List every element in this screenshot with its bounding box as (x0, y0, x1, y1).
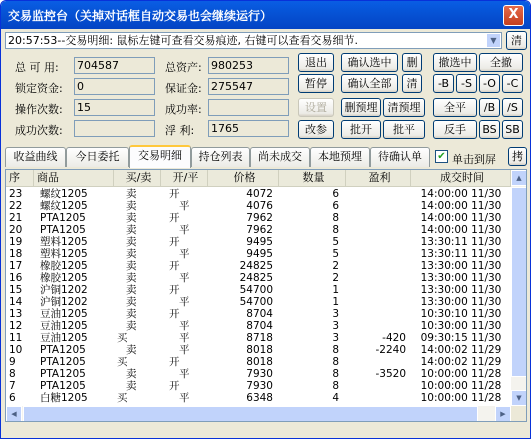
close-button[interactable]: X (503, 5, 524, 26)
bs-button[interactable]: BS (479, 120, 500, 139)
cell-product: PTA1205 (40, 368, 86, 380)
locked-funds-field: 0 (74, 78, 155, 95)
vertical-scrollbar[interactable] (511, 170, 527, 406)
column-header-side[interactable]: 买/卖 (114, 170, 161, 187)
cell-index: 17 (9, 260, 23, 272)
table-row[interactable] (6, 332, 511, 344)
scroll-down-arrow-icon[interactable]: ▼ (511, 390, 527, 406)
cell-open-close: 开 (169, 212, 180, 224)
cell-trade-time: 13:30:00 11/30 (420, 296, 502, 308)
tab-local-preset[interactable]: 本地预埋 (310, 147, 370, 167)
tab-trade-details[interactable]: 交易明细 (129, 145, 191, 168)
cell-index: 12 (9, 320, 23, 332)
cell-price: 8018 (246, 344, 273, 356)
confirm-selected-button[interactable]: 确认选中 (341, 53, 398, 72)
cell-open-close: 平 (179, 320, 190, 332)
cell-quantity: 1 (332, 284, 339, 296)
cell-index: 10 (9, 344, 23, 356)
column-header-product[interactable]: 商品 (34, 170, 114, 187)
tab-pending-confirm[interactable]: 待确认单 (370, 147, 430, 167)
cell-trade-time: 13:30:11 11/30 (420, 236, 502, 248)
change-params-button[interactable]: 改参 (298, 120, 334, 139)
total-available-field: 704587 (74, 57, 155, 74)
table-row[interactable] (6, 284, 511, 296)
window-title: 交易监控台（关掉对话框自动交易也会继续运行） (8, 9, 273, 23)
click-to-screen-label: 单击到屏 (452, 153, 496, 166)
column-header-quantity[interactable]: 数量 (279, 170, 346, 187)
cell-product: 白糖1205 (40, 392, 88, 404)
cell-price: 7930 (246, 368, 273, 380)
column-header-price[interactable]: 价格 (208, 170, 279, 187)
cell-index: 22 (9, 200, 23, 212)
cell-index: 16 (9, 272, 23, 284)
cancel-selected-button[interactable]: 撤选中 (433, 53, 477, 72)
cell-index: 13 (9, 308, 23, 320)
cell-open-close: 平 (179, 392, 190, 404)
cell-quantity: 8 (332, 380, 339, 392)
cell-price: 8704 (246, 308, 273, 320)
table-row[interactable] (6, 236, 511, 248)
cell-quantity: 4 (332, 392, 339, 404)
cell-trade-time: 10:00:00 11/28 (420, 392, 502, 404)
cell-product: 沪铜1202 (40, 284, 88, 296)
cell-open-close: 开 (169, 236, 180, 248)
cell-open-close: 平 (179, 368, 190, 380)
cell-index: 19 (9, 236, 23, 248)
table-row[interactable] (6, 320, 511, 332)
cell-quantity: 6 (332, 200, 339, 212)
cell-side: 卖 (126, 248, 137, 260)
table-row[interactable] (6, 344, 511, 356)
scroll-left-arrow-icon[interactable]: ◀ (6, 406, 22, 422)
cell-product: 螺纹1205 (40, 188, 88, 200)
cell-quantity: 8 (332, 212, 339, 224)
close-all-positions-button[interactable]: 全平 (433, 98, 477, 117)
table-row[interactable] (6, 308, 511, 320)
tab-unfilled[interactable]: 尚未成交 (250, 147, 310, 167)
cell-side: 卖 (126, 380, 137, 392)
pause-button[interactable]: 暂停 (298, 74, 334, 93)
cell-open-close: 平 (179, 248, 190, 260)
cell-quantity: 3 (332, 332, 339, 344)
minus-o-button[interactable]: -O (479, 74, 500, 93)
cell-quantity: 8 (332, 224, 339, 236)
cell-trade-time: 13:30:00 11/30 (420, 284, 502, 296)
cell-quantity: 2 (332, 272, 339, 284)
cell-index: 21 (9, 212, 23, 224)
table-row[interactable] (6, 212, 511, 224)
exit-button[interactable]: 退出 (298, 53, 334, 72)
cell-open-close: 开 (169, 308, 180, 320)
cell-side: 卖 (126, 224, 137, 236)
cell-price: 7962 (246, 212, 273, 224)
cell-open-close: 平 (179, 296, 190, 308)
table-row[interactable] (6, 248, 511, 260)
delete-button[interactable]: 删 (402, 53, 422, 72)
operations-count-field: 15 (74, 99, 155, 116)
cell-index: 11 (9, 332, 23, 344)
column-header-profit[interactable]: 盈利 (346, 170, 411, 187)
cell-profit: -420 (382, 332, 406, 344)
clear-preset-button[interactable]: 清预埋 (383, 98, 425, 117)
cell-price: 4072 (246, 188, 273, 200)
cell-index: 14 (9, 296, 23, 308)
cell-product: 豆油1205 (40, 308, 88, 320)
success-rate-field (208, 99, 289, 116)
margin-field: 275547 (208, 78, 289, 95)
cell-trade-time: 13:30:00 11/30 (420, 260, 502, 272)
cell-open-close: 平 (179, 344, 190, 356)
table-row[interactable] (6, 296, 511, 308)
cell-side: 卖 (126, 212, 137, 224)
column-header-trade-time[interactable]: 成交时间 (411, 170, 511, 187)
cell-side: 买 (117, 356, 128, 368)
tab-profit-curve[interactable]: 收益曲线 (5, 147, 66, 167)
click-to-screen-checkbox[interactable]: ✔ (435, 150, 448, 163)
cell-price: 4076 (246, 200, 273, 212)
cell-index: 23 (9, 188, 23, 200)
log-message-combo[interactable]: 20:57:53--交易明细: 鼠标左键可查看交易痕迹, 右键可以查看交易细节. (5, 32, 502, 49)
cell-side: 卖 (126, 344, 137, 356)
cell-profit: -2240 (375, 344, 406, 356)
tab-today-orders[interactable]: 今日委托 (66, 147, 129, 167)
cell-trade-time: 10:00:00 11/28 (420, 368, 502, 380)
cell-price: 8718 (246, 332, 273, 344)
slash-b-button[interactable]: /B (479, 98, 500, 117)
cell-index: 7 (9, 380, 16, 392)
cell-index: 18 (9, 248, 23, 260)
reverse-button[interactable]: 反手 (433, 120, 477, 139)
column-header-index[interactable]: 序 (6, 170, 34, 187)
cell-product: 橡胶1205 (40, 260, 88, 272)
success-count-label: 成功次数: (15, 124, 63, 137)
cancel-all-button[interactable]: 全撤 (479, 53, 523, 72)
confirm-all-button[interactable]: 确认全部 (341, 74, 398, 93)
cell-trade-time: 10:00:00 11/28 (420, 380, 502, 392)
cell-open-close: 平 (179, 200, 190, 212)
cell-trade-time: 10:30:10 11/30 (420, 308, 502, 320)
cell-quantity: 6 (332, 188, 339, 200)
cell-trade-time: 13:30:00 11/30 (420, 272, 502, 284)
table-row[interactable] (6, 224, 511, 236)
table-row[interactable] (6, 272, 511, 284)
cell-open-close: 平 (179, 272, 190, 284)
cell-side: 卖 (126, 200, 137, 212)
table-row[interactable] (6, 260, 511, 272)
cell-product: 沪铜1202 (40, 296, 88, 308)
cell-trade-time: 14:00:02 11/29 (420, 356, 502, 368)
table-row[interactable] (6, 392, 511, 404)
table-row[interactable] (6, 188, 511, 200)
settings-button[interactable]: 设置 (298, 98, 334, 117)
cell-product: 塑料1205 (40, 236, 88, 248)
cell-open-close: 开 (169, 380, 180, 392)
cell-product: 豆油1205 (40, 320, 88, 332)
log-dropdown-arrow-icon[interactable]: ▼ (486, 33, 501, 48)
cell-price: 9495 (246, 236, 273, 248)
cell-product: 豆油1205 (40, 332, 88, 344)
cell-price: 54700 (239, 284, 273, 296)
horizontal-scrollbar[interactable] (6, 406, 511, 422)
cell-open-close: 开 (169, 260, 180, 272)
scroll-up-arrow-icon[interactable]: ▲ (511, 170, 527, 186)
cell-price: 8704 (246, 320, 273, 332)
cell-index: 15 (9, 284, 23, 296)
cell-trade-time: 09:30:15 11/30 (420, 332, 502, 344)
cell-quantity: 3 (332, 320, 339, 332)
cell-trade-time: 13:30:11 11/30 (420, 248, 502, 260)
cell-side: 卖 (126, 272, 137, 284)
cell-open-close: 平 (179, 332, 190, 344)
cell-side: 买 (117, 332, 128, 344)
more-tabs-button[interactable]: 拷 (508, 147, 527, 166)
cell-quantity: 8 (332, 368, 339, 380)
operations-count-label: 操作次数: (15, 103, 63, 116)
cell-side: 卖 (126, 320, 137, 332)
cell-side: 卖 (126, 236, 137, 248)
cell-price: 8018 (246, 356, 273, 368)
cell-price: 24825 (239, 260, 273, 272)
vertical-scroll-thumb[interactable] (511, 187, 527, 377)
cell-side: 卖 (126, 188, 137, 200)
cell-index: 8 (9, 368, 16, 380)
clear-log-button[interactable]: 清 (506, 31, 527, 50)
cell-product: PTA1205 (40, 344, 86, 356)
trade-details-table (5, 169, 527, 422)
cell-open-close: 开 (169, 188, 180, 200)
slash-s-button[interactable]: /S (502, 98, 523, 117)
delete-preset-button[interactable]: 删预埋 (341, 98, 381, 117)
horizontal-scroll-thumb[interactable] (23, 406, 478, 422)
cell-trade-time: 14:00:00 11/30 (420, 224, 502, 236)
cell-quantity: 8 (332, 344, 339, 356)
clear-button[interactable]: 清 (402, 74, 422, 93)
cell-product: PTA1205 (40, 212, 86, 224)
table-row[interactable] (6, 200, 511, 212)
cell-price: 7962 (246, 224, 273, 236)
cell-price: 24825 (239, 272, 273, 284)
cell-trade-time: 14:00:02 11/29 (420, 344, 502, 356)
cell-side: 卖 (126, 260, 137, 272)
cell-product: PTA1205 (40, 380, 86, 392)
cell-side: 买 (117, 392, 128, 404)
success-rate-label: 成功率: (165, 103, 202, 116)
batch-close-button[interactable]: 批平 (383, 120, 425, 139)
batch-open-button[interactable]: 批开 (341, 120, 381, 139)
title-bar[interactable] (1, 1, 530, 29)
cell-quantity: 1 (332, 296, 339, 308)
success-count-field (74, 120, 155, 137)
cell-product: PTA1205 (40, 224, 86, 236)
cell-price: 7930 (246, 380, 273, 392)
cell-price: 9495 (246, 248, 273, 260)
cell-product: 螺纹1205 (40, 200, 88, 212)
size-grip (511, 406, 527, 422)
total-assets-field: 980253 (208, 57, 289, 74)
cell-side: 卖 (126, 368, 137, 380)
cell-trade-time: 10:30:00 11/30 (420, 320, 502, 332)
table-row[interactable] (6, 368, 511, 380)
cell-index: 6 (9, 392, 16, 404)
table-header (6, 170, 511, 187)
cell-price: 6348 (246, 392, 273, 404)
column-header-open-close[interactable]: 开/平 (161, 170, 208, 187)
cell-index: 9 (9, 356, 16, 368)
cell-product: 橡胶1205 (40, 272, 88, 284)
cell-open-close: 平 (179, 224, 190, 236)
minus-s-button[interactable]: -S (456, 74, 477, 93)
scroll-right-arrow-icon[interactable]: ▶ (495, 406, 511, 422)
minus-b-button[interactable]: -B (433, 74, 454, 93)
cell-side: 卖 (126, 308, 137, 320)
cell-side: 卖 (126, 296, 137, 308)
cell-open-close: 开 (169, 284, 180, 296)
total-available-label: 总 可 用: (15, 61, 59, 74)
cell-price: 54700 (239, 296, 273, 308)
cell-profit: -3520 (375, 368, 406, 380)
floating-profit-label: 浮 利: (165, 124, 195, 137)
cell-trade-time: 14:00:00 11/30 (420, 188, 502, 200)
cell-product: 塑料1205 (40, 248, 88, 260)
floating-profit-field: 1765 (208, 120, 289, 137)
cell-product: PTA1205 (40, 356, 86, 368)
locked-funds-label: 锁定资金: (15, 82, 63, 95)
cell-open-close: 开 (169, 356, 180, 368)
cell-quantity: 5 (332, 248, 339, 260)
minus-c-button[interactable]: -C (502, 74, 523, 93)
cell-trade-time: 14:00:00 11/30 (420, 212, 502, 224)
cell-trade-time: 14:00:00 11/30 (420, 200, 502, 212)
cell-quantity: 5 (332, 236, 339, 248)
cell-quantity: 2 (332, 260, 339, 272)
sb-button[interactable]: SB (502, 120, 523, 139)
tab-positions[interactable]: 持仓列表 (191, 147, 250, 167)
margin-label: 保证金: (165, 82, 202, 95)
cell-index: 20 (9, 224, 23, 236)
table-row[interactable] (6, 356, 511, 368)
cell-side: 卖 (126, 284, 137, 296)
cell-quantity: 8 (332, 356, 339, 368)
cell-quantity: 3 (332, 308, 339, 320)
table-row[interactable] (6, 380, 511, 392)
total-assets-label: 总资产: (165, 61, 202, 74)
